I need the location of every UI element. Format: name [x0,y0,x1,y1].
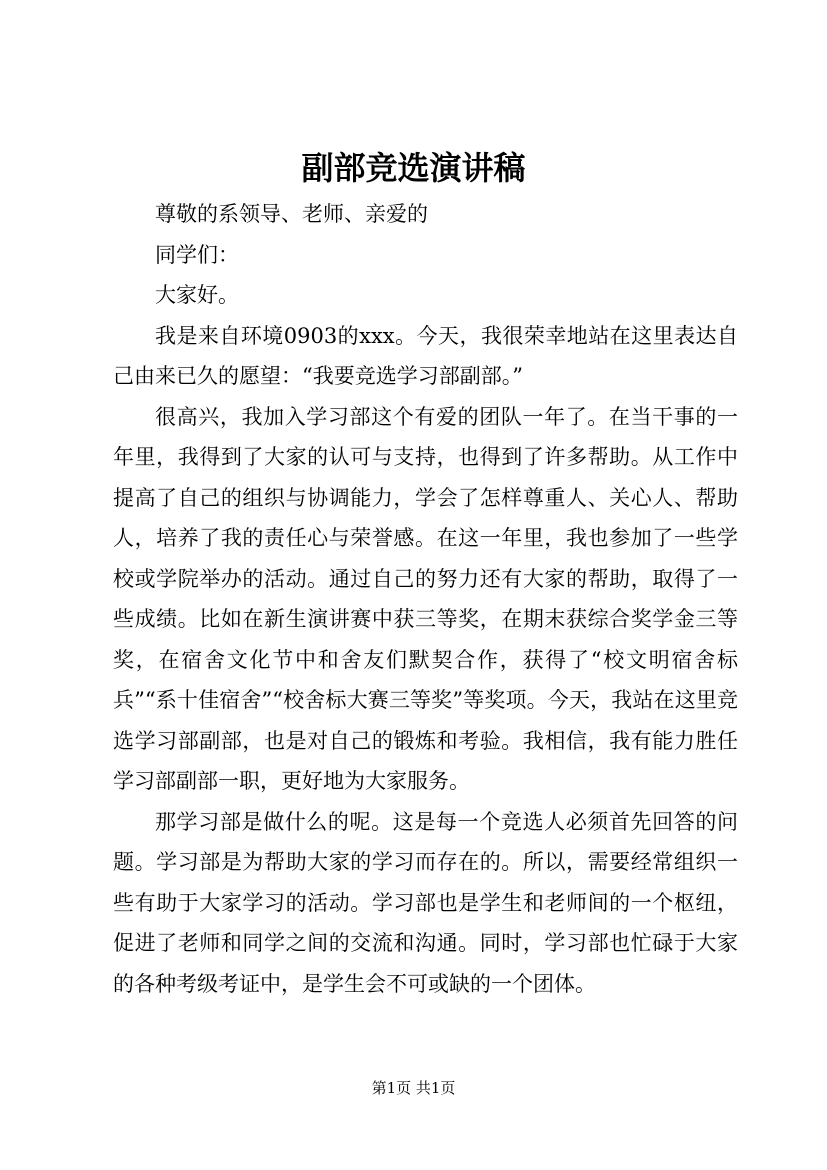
document-body [113,194,738,1004]
salutation-line-1: 尊敬的系领导、老师、亲爱的 [155,202,428,226]
paragraph-department-role: 那学习部是做什么的呢。这是每一个竞选人必须首先回答的问题。学习部是为帮助大家的学习而存在的。所以，需要经常组织一些有助于大家学习的活动。学习部也是学生和老师间的一个枢纽，促进了老师和同学之间的交流和沟通。同时，学习部也忙碌于大家的各种考级考证中，是学生会不可或缺的一个团体。 [113,809,738,996]
document-title: 副部竞选演讲稿 [301,149,526,187]
paragraph-intro: 我是来自环境0903的xxx。今天，我很荣幸地站在这里表达自己由来已久的愿望：“我要竞选学习部副部。” [113,323,738,388]
page-number-footer: 第1页 共1页 [371,1079,456,1097]
greeting: 大家好。 [155,283,239,307]
paragraph-experience: 很高兴，我加入学习部这个有爱的团队一年了。在当干事的一年里，我得到了大家的认可与支持，也得到了许多帮助。从工作中提高了自己的组织与协调能力，学会了怎样尊重人、关心人、帮助人，培养了我的责任心与荣誉感。在这一年里，我也参加了一些学校或学院举办的活动。通过自己的努力还有大家的帮助，取得了一些成绩。比如在新生演讲赛中获三等奖，在期末获综合奖学金三等奖，在宿舍文化节中和舍友们默契合作，获得了“校文明宿舍标兵”“系十佳宿舍”“校舍标大赛三等奖”等奖项。今天，我站在这里竞选学习部副部，也是对自己的锻炼和考验。我相信，我有能力胜任学习部副部一职，更好地为大家服务。 [113,404,738,793]
salutation-line-2: 同学们： [155,242,239,267]
